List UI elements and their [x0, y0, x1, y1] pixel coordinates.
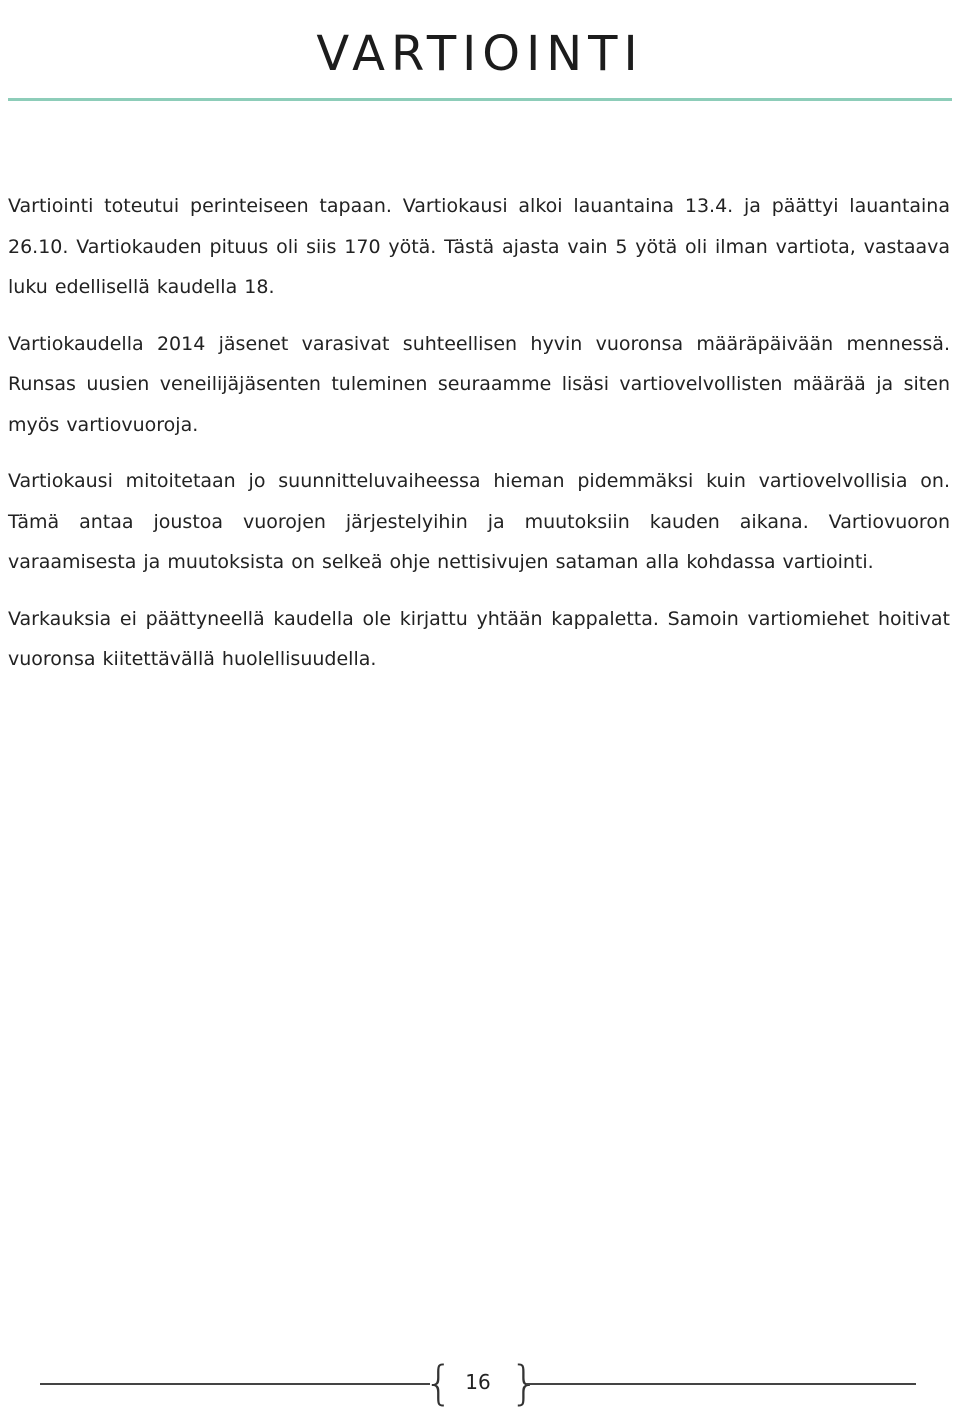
page-title: VARTIOINTI [316, 26, 644, 82]
footer-brace-left: { [424, 1356, 454, 1410]
paragraph-3: Vartiokausi mitoitetaan jo suunnitteluvaiheessa hieman pidemmäksi kuin vartiovelvollisia on. Tämä antaa joustoa vuorojen järjestelyihin ja muutoksiin kauden aikana. Vartiovuoron varaamisesta ja muutoksista on selkeä ohje nettisivujen sataman alla kohdassa vartiointi. [8, 470, 950, 573]
footer-rule-right [526, 1383, 916, 1385]
paragraph-2: Vartiokaudella 2014 jäsenet varasivat suhteellisen hyvin vuoronsa määräpäivään mennessä. Runsas uusien veneilijäjäsenten tuleminen seuraamme lisäsi vartiovelvollisten määrää ja siten myös vartiovuoroja. [8, 332, 950, 436]
paragraph-1: Vartiointi toteutui perinteiseen tapaan. Vartiokausi alkoi lauantaina 13.4. ja päättyi lauantaina 26.10. Vartiokauden pituus oli siis 170 yötä. Tästä ajasta vain 5 yötä oli ilman vartiota, vastaava luku edellisellä kaudella 18. [8, 195, 950, 298]
paragraph-4: Varkauksia ei päättyneellä kaudella ole kirjattu yhtään kappaletta. Samoin vartiomiehet hoitivat vuoronsa kiitettävällä huolellisuudella. [8, 607, 950, 670]
footer-rule-left [40, 1383, 430, 1385]
document-body [8, 186, 950, 696]
page-footer [0, 1358, 960, 1408]
page-number: 16 [465, 1370, 491, 1394]
footer-brace-right: } [510, 1356, 540, 1410]
title-divider [8, 98, 952, 101]
